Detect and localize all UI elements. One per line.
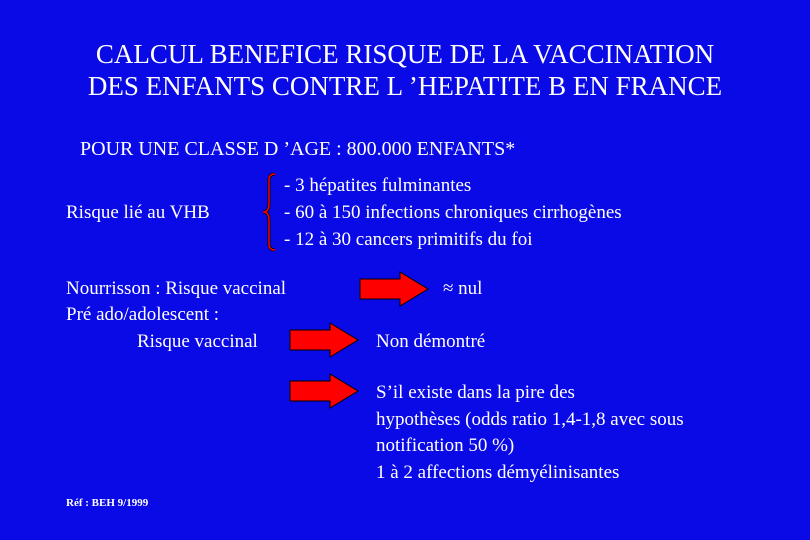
right-arrow-icon (358, 270, 430, 308)
vhb-risk-item-3: - 12 à 30 cancers primitifs du foi (284, 229, 533, 250)
ado-label-line-2: Risque vaccinal (137, 331, 258, 352)
vhb-risk-item-2: - 60 à 150 infections chroniques cirrhogènes (284, 202, 622, 223)
right-arrow-icon (288, 321, 360, 359)
slide-title-line-2: DES ENFANTS CONTRE L ’HEPATITE B EN FRANCE (87, 71, 723, 101)
vhb-risk-item-1: - 3 hépatites fulminantes (284, 175, 472, 196)
ado-label-line-1: Pré ado/adolescent : (66, 304, 220, 325)
worst-case-line-2: hypothèses (odds ratio 1,4-1,8 avec sous (376, 409, 684, 430)
reference-note: Réf : BEH 9/1999 (66, 497, 149, 509)
age-class-subtitle: POUR UNE CLASSE D ’AGE : 800.000 ENFANTS* (80, 138, 516, 160)
nourrisson-label: Nourrisson : Risque vaccinal (66, 278, 287, 299)
slide-title-line-1: CALCUL BENEFICE RISQUE DE LA VACCINATION (95, 39, 715, 69)
curly-brace-icon (257, 172, 279, 252)
ado-result: Non démontré (376, 331, 486, 352)
worst-case-line-4: 1 à 2 affections démyélinisantes (376, 462, 620, 483)
nourrisson-result: ≈ nul (443, 278, 483, 299)
vhb-risk-label: Risque lié au VHB (66, 202, 210, 223)
right-arrow-icon (288, 372, 360, 410)
worst-case-line-1: S’il existe dans la pire des (376, 382, 575, 403)
worst-case-line-3: notification 50 %) (376, 435, 515, 456)
